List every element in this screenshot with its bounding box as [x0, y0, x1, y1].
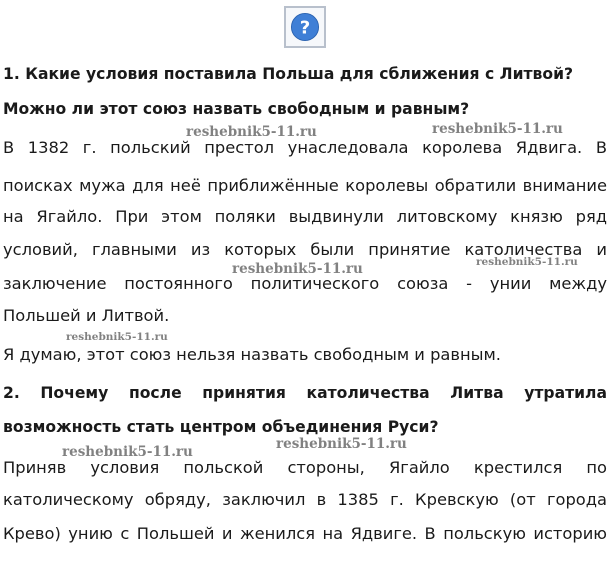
answer-1-line-4: условий, главными из которых были принятие католичества и — [3, 240, 607, 259]
watermark: reshebnik5-11.ru — [432, 121, 563, 137]
watermark: reshebnik5-11.ru — [276, 436, 407, 452]
svg-text:?: ? — [299, 17, 311, 39]
answer-2-line-1: Приняв условия польской стороны, Ягайло крестился по — [3, 458, 607, 477]
question-2-title-line-1: 2. Почему после принятия католичества Литва утратила — [3, 384, 607, 402]
question-1-title-line-1: 1. Какие условия поставила Польша для сближения с Литвой? — [3, 65, 574, 83]
answer-1-line-3: на Ягайло. При этом поляки выдвинули литовскому князю ряд — [3, 207, 607, 226]
answer-1-line-1: В 1382 г. польский престол унаследовала королева Ядвига. В — [3, 138, 607, 157]
question-icon — [286, 8, 324, 46]
watermark: reshebnik5-11.ru — [66, 331, 168, 343]
help-button[interactable] — [284, 6, 326, 48]
question-2-title-line-2: возможность стать центром объединения Руси? — [3, 418, 439, 436]
answer-1-line-5: заключение постоянного политического союза - унии между — [3, 274, 607, 293]
watermark: reshebnik5-11.ru — [62, 444, 193, 460]
watermark: reshebnik5-11.ru — [232, 261, 363, 277]
watermark: reshebnik5-11.ru — [476, 256, 578, 268]
answer-1-line-6: Польшей и Литвой. — [3, 306, 170, 325]
answer-2-line-3: Крево) унию с Польшей и женился на Ядвиге. В польскую историю — [3, 524, 607, 543]
watermark: reshebnik5-11.ru — [186, 124, 317, 140]
question-1-title-line-2: Можно ли этот союз назвать свободным и равным? — [3, 100, 470, 118]
answer-2-line-2: католическому обряду, заключил в 1385 г. Кревскую (от города — [3, 490, 607, 509]
answer-1-line-7: Я думаю, этот союз нельзя назвать свободным и равным. — [3, 345, 501, 364]
answer-1-line-2: поисках мужа для неё приближённые королевы обратили внимание — [3, 176, 607, 195]
